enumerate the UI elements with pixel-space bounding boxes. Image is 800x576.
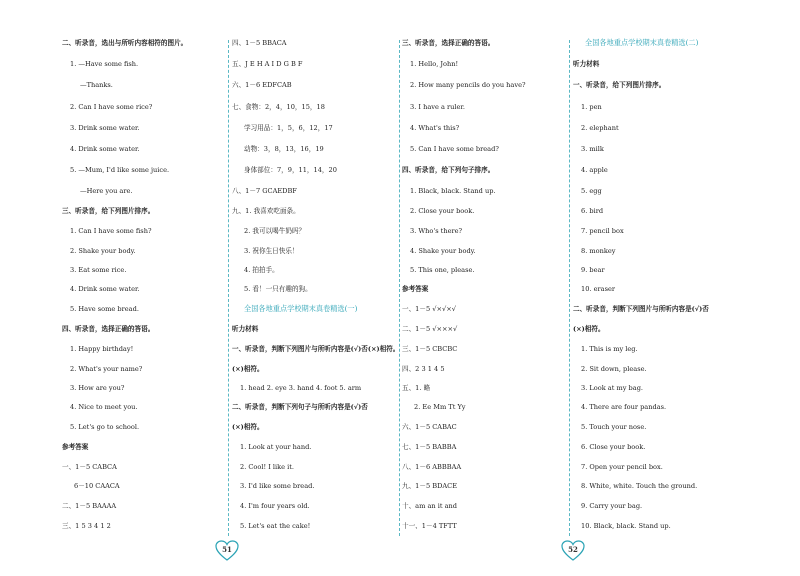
section-heading: 四、听录音，给下列句子排序。	[402, 166, 495, 174]
section-heading: 三、听录音，给下列图片排序。	[62, 207, 155, 215]
text-line: —Here you are.	[80, 187, 133, 195]
text-line: 4. Shake your body.	[410, 247, 476, 255]
answer-line: 九、1. 我喜欢吃面条。	[232, 207, 300, 215]
section-heading: 三、听录音，选择正确的答语。	[402, 39, 495, 47]
text-line: 10. eraser	[581, 285, 616, 293]
section-heading: 一、听录音，判断下列图片与所听内容是(√)否(×)相符。	[232, 345, 400, 353]
column-divider	[569, 40, 570, 536]
text-line: 2. Can I have some rice?	[70, 103, 153, 111]
answer-line: 动物：3，8，13，16，19	[244, 145, 324, 153]
text-line: 4. Nice to meet you.	[70, 403, 138, 411]
answer-line: 2. Ee Mm Tt Yy	[414, 403, 466, 411]
section-heading: (×)相符。	[573, 325, 605, 333]
text-line: 2. What's your name?	[70, 365, 143, 373]
text-line: 3. I'd like some bread.	[240, 482, 315, 490]
text-line: 5. This one, please.	[410, 266, 475, 274]
answer-line: 八、1－6 ABBBAA	[402, 463, 462, 471]
text-line: 4. There are four pandas.	[581, 403, 667, 411]
text-line: 5. Let's go to school.	[70, 423, 140, 431]
text-line: 1. Hello, John!	[410, 60, 459, 68]
answer-line: 五、J E H A I D G B F	[232, 60, 303, 68]
answer-line: 一、1－5 CABCA	[62, 463, 117, 471]
answer-line: 三、1 5 3 4 1 2	[62, 522, 111, 530]
answer-line: 二、1－5 √×××√	[402, 325, 458, 333]
text-line: 5. Touch your nose.	[581, 423, 647, 431]
answer-line: 学习用品：1，5，6，12，17	[244, 124, 333, 132]
text-line: 5. —Mum, I'd like some juice.	[70, 166, 170, 174]
answer-line: 六、1－6 EDFCAB	[232, 81, 292, 89]
text-line: 3. I have a ruler.	[410, 103, 465, 111]
column-divider	[399, 40, 400, 536]
text-line: 1. —Have some fish.	[70, 60, 139, 68]
text-line: 1. This is my leg.	[581, 345, 638, 353]
text-line: 2. Cool! I like it.	[240, 463, 294, 471]
text-line: 3. Drink some water.	[70, 124, 140, 132]
section-heading: (×)相符。	[232, 365, 264, 373]
text-line: 3. Eat some rice.	[70, 266, 127, 274]
answer-line: 5. 看！一只有趣的狗。	[244, 285, 312, 293]
text-line: 4. What's this?	[410, 124, 460, 132]
text-line: 1. Happy birthday!	[70, 345, 134, 353]
answer-line: 二、1－5 BAAAA	[62, 502, 117, 510]
answer-line: 身体部位：7，9，11，14，20	[244, 166, 337, 174]
text-line: 4. Drink some water.	[70, 145, 140, 153]
section-heading: 四、听录音，选择正确的答语。	[62, 325, 155, 333]
answer-line: 三、1－5 CBCBC	[402, 345, 458, 353]
text-line: 9. Carry your bag.	[581, 502, 643, 510]
text-line: 10. Black, black. Stand up.	[581, 522, 671, 530]
text-line: 4. I'm four years old.	[240, 502, 310, 510]
page-number-badge-left	[215, 540, 239, 562]
page-number: 51	[222, 545, 232, 554]
text-line: 1. head 2. eye 3. hand 4. foot 5. arm	[240, 384, 362, 392]
text-line: 8. monkey	[581, 247, 616, 255]
text-line: 7. Open your pencil box.	[581, 463, 663, 471]
answer-line: 十、am an it and	[402, 502, 457, 510]
text-line: —Thanks.	[80, 81, 113, 89]
answer-line: 八、1－7 GCAEDBF	[232, 187, 297, 195]
text-line: 5. Can I have some bread?	[410, 145, 499, 153]
text-line: 6. bird	[581, 207, 604, 215]
answer-line: 五、1. 略	[402, 384, 431, 392]
text-line: 5. Let's eat the cake!	[240, 522, 311, 530]
text-line: 1. Black, black. Stand up.	[410, 187, 496, 195]
text-line: 3. Who's there?	[410, 227, 463, 235]
text-line: 6. Close your book.	[581, 443, 646, 451]
answer-line: 4. 拍拍手。	[244, 266, 279, 274]
page-number: 52	[568, 545, 578, 554]
exam-title: 全国各地重点学校期末真卷精选(一)	[244, 304, 358, 313]
answer-line: 四、1－5 BBACA	[232, 39, 287, 47]
answer-key-heading: 参考答案	[402, 285, 429, 293]
text-line: 2. elephant	[581, 124, 619, 132]
answer-line: 四、2 3 1 4 5	[402, 365, 445, 373]
text-line: 1. Look at your hand.	[240, 443, 312, 451]
page-number-badge-right	[561, 540, 585, 562]
answer-line: 2. 我可以喝牛奶吗？	[244, 227, 306, 235]
text-line: 9. bear	[581, 266, 605, 274]
section-heading: (×)相符。	[232, 423, 264, 431]
section-heading: 二、听录音，判断下列图片与所听内容是(√)否	[573, 305, 709, 313]
text-line: 5. egg	[581, 187, 602, 195]
answer-line: 七、1－5 BABBA	[402, 443, 457, 451]
section-heading: 二、听录音，选出与所听内容相符的图片。	[62, 39, 188, 47]
text-line: 3. Look at my bag.	[581, 384, 644, 392]
text-line: 4. apple	[581, 166, 608, 174]
answer-line: 七、食物：2，4，10，15，18	[232, 103, 325, 111]
text-line: 3. milk	[581, 145, 604, 153]
column-divider	[228, 40, 229, 536]
text-line: 4. Drink some water.	[70, 285, 140, 293]
text-line: 2. Sit down, please.	[581, 365, 647, 373]
answer-line: 一、1－5 √×√×√	[402, 305, 456, 313]
section-heading: 二、听录音，判断下列句子与所听内容是(√)否	[232, 403, 368, 411]
section-heading: 听力材料	[232, 325, 259, 333]
text-line: 2. Close your book.	[410, 207, 475, 215]
answer-key-heading: 参考答案	[62, 443, 89, 451]
answer-line: 十一、1－4 TFTT	[402, 522, 457, 530]
text-line: 3. How are you?	[70, 384, 125, 392]
text-line: 5. Have some bread.	[70, 305, 139, 313]
section-heading: 一、听录音，给下列图片排序。	[573, 81, 666, 89]
text-line: 1. pen	[581, 103, 602, 111]
answer-line: 3. 祝你生日快乐！	[244, 247, 299, 255]
answer-line: 九、1－5 BDACE	[402, 482, 458, 490]
exam-title: 全国各地重点学校期末真卷精选(二)	[585, 38, 699, 47]
text-line: 1. Can I have some fish?	[70, 227, 152, 235]
text-line: 2. How many pencils do you have?	[410, 81, 526, 89]
text-line: 2. Shake your body.	[70, 247, 136, 255]
text-line: 7. pencil box	[581, 227, 624, 235]
answer-line: 6－10 CAACA	[74, 482, 120, 490]
section-heading: 听力材料	[573, 60, 600, 68]
answer-line: 六、1－5 CABAC	[402, 423, 457, 431]
text-line: 8. White, white. Touch the ground.	[581, 482, 698, 490]
